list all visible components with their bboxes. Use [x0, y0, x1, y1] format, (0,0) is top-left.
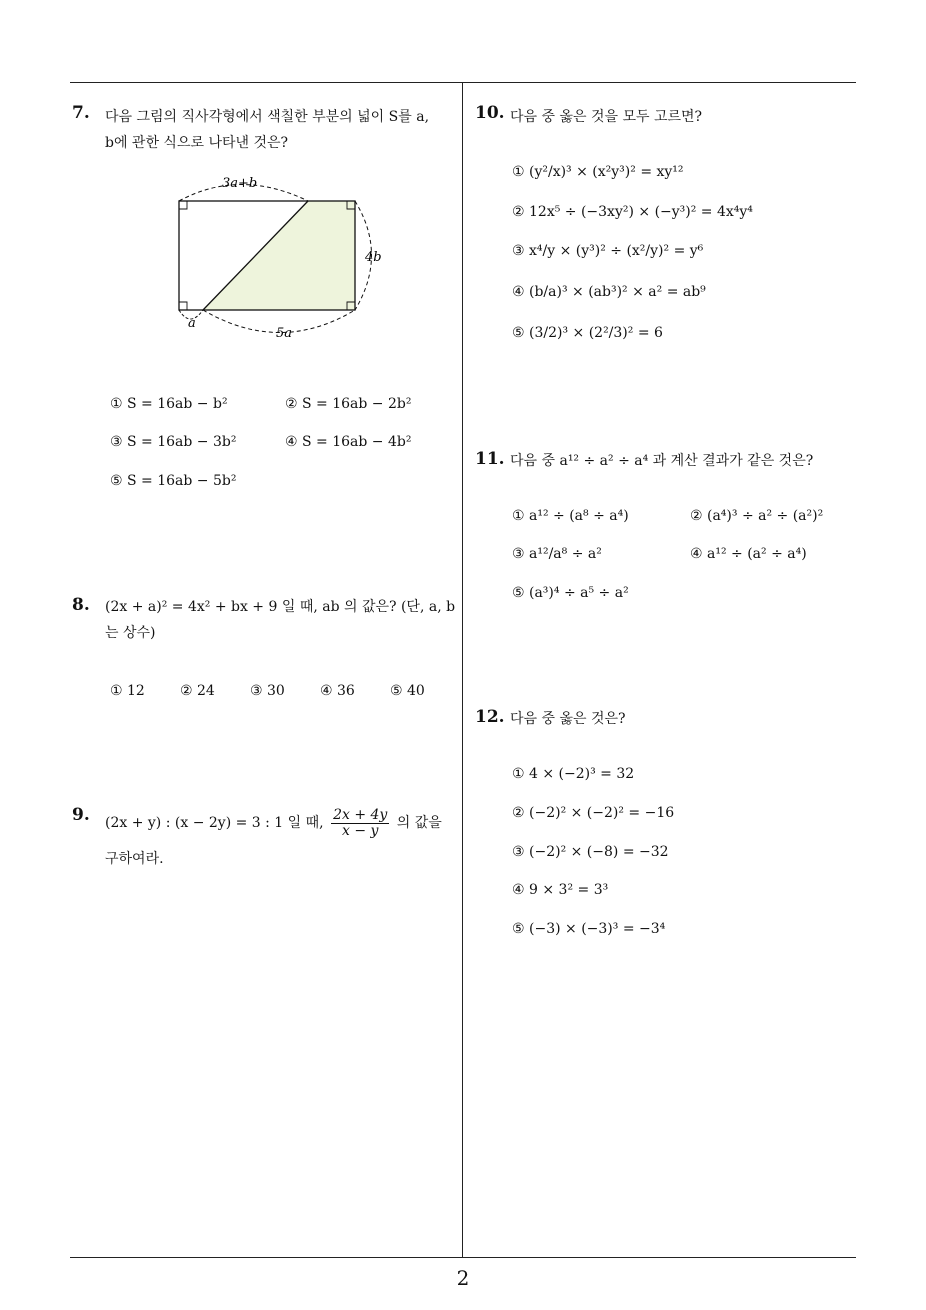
q12-option-5[interactable]: ⑤ (−3) × (−3)³ = −3⁴: [512, 921, 666, 937]
q8-prompt-line1: (2x + a)² = 4x² + bx + 9 일 때, ab 의 값은? (단, a, b: [105, 599, 456, 615]
q11-option-1[interactable]: ① a¹² ÷ (a⁸ ÷ a⁴): [512, 508, 629, 524]
q10-option-4[interactable]: ④ (b/a)³ × (ab³)² × a² = ab⁹: [512, 284, 706, 300]
q10-number: 10.: [475, 103, 505, 123]
q7-option-5[interactable]: ⑤ S = 16ab − 5b²: [110, 473, 237, 489]
q10-option-2[interactable]: ② 12x⁵ ÷ (−3xy²) × (−y³)² = 4x⁴y⁴: [512, 204, 753, 220]
bottom-rule: [70, 1257, 856, 1258]
q8-option-5[interactable]: ⑤ 40: [390, 683, 425, 699]
q9-prompt-line2: 구하여라.: [105, 851, 164, 867]
q8-option-3[interactable]: ③ 30: [250, 683, 285, 699]
right-angle-mark: [179, 201, 187, 209]
bottom-left-label: a: [188, 316, 196, 331]
q10-option-5[interactable]: ⑤ (3/2)³ × (2²/3)² = 6: [512, 325, 663, 341]
q12-option-1[interactable]: ① 4 × (−2)³ = 32: [512, 766, 635, 782]
q7-prompt-line1: 다음 그림의 직사각형에서 색칠한 부분의 넓이 S를 a,: [105, 109, 430, 125]
q7-figure: [160, 170, 400, 350]
right-angle-mark: [179, 302, 187, 310]
q12-number: 12.: [475, 707, 505, 727]
q7-number: 7.: [72, 103, 90, 123]
q7-option-1[interactable]: ① S = 16ab − b²: [110, 396, 228, 412]
q9-prompt-line1: [105, 806, 442, 840]
q8-prompt-line2: 는 상수): [105, 625, 156, 641]
q12-option-2[interactable]: ② (−2)² × (−2)² = −16: [512, 805, 675, 821]
q7-option-4[interactable]: ④ S = 16ab − 4b²: [285, 434, 412, 450]
q10-prompt: 다음 중 옳은 것을 모두 고르면?: [510, 109, 703, 125]
q8-option-2[interactable]: ② 24: [180, 683, 215, 699]
q9-condition-tail: 의 값을: [396, 815, 442, 831]
q9-number: 9.: [72, 805, 90, 825]
top-label: 3a+b: [222, 176, 258, 191]
q7-prompt-line2: b에 관한 식으로 나타낸 것은?: [105, 135, 289, 151]
q9-fraction: [331, 808, 389, 839]
q10-option-1[interactable]: ① (y²/x)³ × (x²y³)² = xy¹²: [512, 164, 684, 180]
q12-option-4[interactable]: ④ 9 × 3² = 3³: [512, 882, 609, 898]
page-number: 2: [456, 1266, 470, 1290]
right-label: 4b: [365, 250, 382, 265]
q11-number: 11.: [475, 449, 505, 469]
q7-option-3[interactable]: ③ S = 16ab − 3b²: [110, 434, 237, 450]
q11-option-5[interactable]: ⑤ (a³)⁴ ÷ a⁵ ÷ a²: [512, 585, 629, 601]
q12-prompt: 다음 중 옳은 것은?: [510, 711, 626, 727]
top-rule: [70, 82, 856, 83]
bottom-label: 5a: [276, 326, 293, 341]
shaded-region: [203, 201, 355, 310]
q9-frac-num: 2x + 4y: [333, 806, 388, 823]
q9-frac-den: x − y: [341, 822, 379, 839]
q12-option-3[interactable]: ③ (−2)² × (−8) = −32: [512, 844, 669, 860]
q11-option-4[interactable]: ④ a¹² ÷ (a² ÷ a⁴): [690, 546, 807, 562]
column-divider: [462, 83, 463, 1258]
q8-option-1[interactable]: ① 12: [110, 683, 145, 699]
q8-option-4[interactable]: ④ 36: [320, 683, 355, 699]
q8-number: 8.: [72, 595, 90, 615]
q11-option-2[interactable]: ② (a⁴)³ ÷ a² ÷ (a²)²: [690, 508, 824, 524]
q11-option-3[interactable]: ③ a¹²/a⁸ ÷ a²: [512, 546, 602, 562]
q11-prompt: 다음 중 a¹² ÷ a² ÷ a⁴ 과 계산 결과가 같은 것은?: [510, 453, 814, 469]
q7-option-2[interactable]: ② S = 16ab − 2b²: [285, 396, 412, 412]
q9-condition: (2x + y) : (x − 2y) = 3 : 1 일 때,: [105, 815, 324, 831]
q10-option-3[interactable]: ③ x⁴/y × (y³)² ÷ (x²/y)² = y⁶: [512, 243, 704, 259]
